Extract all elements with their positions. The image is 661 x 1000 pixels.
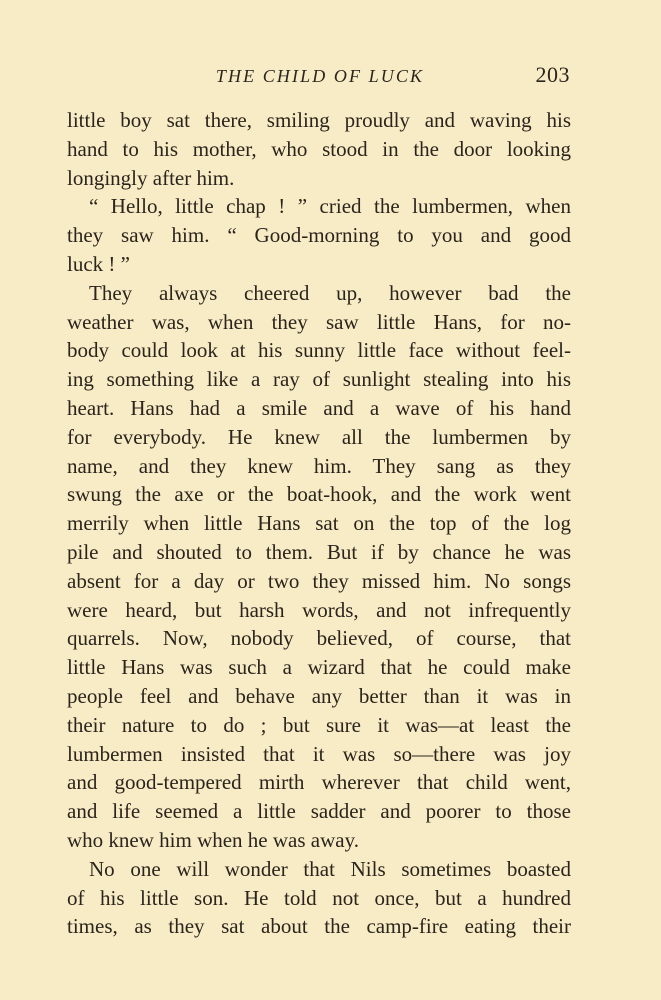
text-line: absent for a day or two they missed him. No songs — [67, 568, 571, 593]
text-line: for everybody. He knew all the lumbermen by — [67, 424, 571, 449]
text-line: quarrels. Now, nobody believed, of course, that — [67, 626, 571, 651]
text-line: who knew him when he was away. — [67, 827, 359, 852]
text-line: luck ! ” — [67, 251, 130, 276]
text-line: and good-tempered mirth wherever that child went, — [67, 770, 571, 795]
text-line: lumbermen insisted that it was so—there was joy — [67, 741, 571, 766]
text-line: little boy sat there, smiling proudly and waving his — [67, 108, 571, 132]
text-line: ing something like a ray of sunlight stealing into his — [67, 367, 571, 392]
page-number: 203 — [535, 62, 570, 87]
text-line: little Hans was such a wizard that he could make — [67, 655, 571, 680]
text-line: merrily when little Hans sat on the top of the log — [67, 511, 571, 536]
text-line: “ Hello, little chap ! ” cried the lumbermen, when — [89, 194, 571, 219]
text-line: weather was, when they saw little Hans, for no- — [67, 309, 571, 334]
text-line: pile and shouted to them. But if by chance he was — [67, 539, 571, 564]
text-line: heart. Hans had a smile and a wave of his hand — [67, 395, 571, 420]
text-line: name, and they knew him. They sang as they — [67, 453, 571, 478]
text-line: They always cheered up, however bad the — [89, 280, 571, 305]
body-text — [67, 106, 571, 941]
text-line: were heard, but harsh words, and not infrequently — [67, 597, 571, 622]
text-line: times, as they sat about the camp-fire eating their — [67, 914, 571, 939]
text-line: their nature to do ; but sure it was—at least the — [67, 712, 571, 737]
text-line: body could look at his sunny little face without feel- — [67, 338, 571, 363]
text-line: longingly after him. — [67, 165, 235, 190]
text-line: of his little son. He told not once, but a hundred — [67, 885, 571, 910]
running-title: THE CHILD OF LUCK — [215, 66, 425, 86]
running-head — [66, 62, 574, 94]
text-line: people feel and behave any better than it was in — [67, 683, 571, 708]
text-line: hand to his mother, who stood in the door looking — [67, 136, 571, 161]
text-line: they saw him. “ Good-morning to you and good — [67, 223, 571, 248]
text-line: swung the axe or the boat-hook, and the work went — [67, 482, 571, 507]
text-line: No one will wonder that Nils sometimes boasted — [89, 856, 571, 881]
text-line: and life seemed a little sadder and poorer to those — [67, 799, 571, 824]
